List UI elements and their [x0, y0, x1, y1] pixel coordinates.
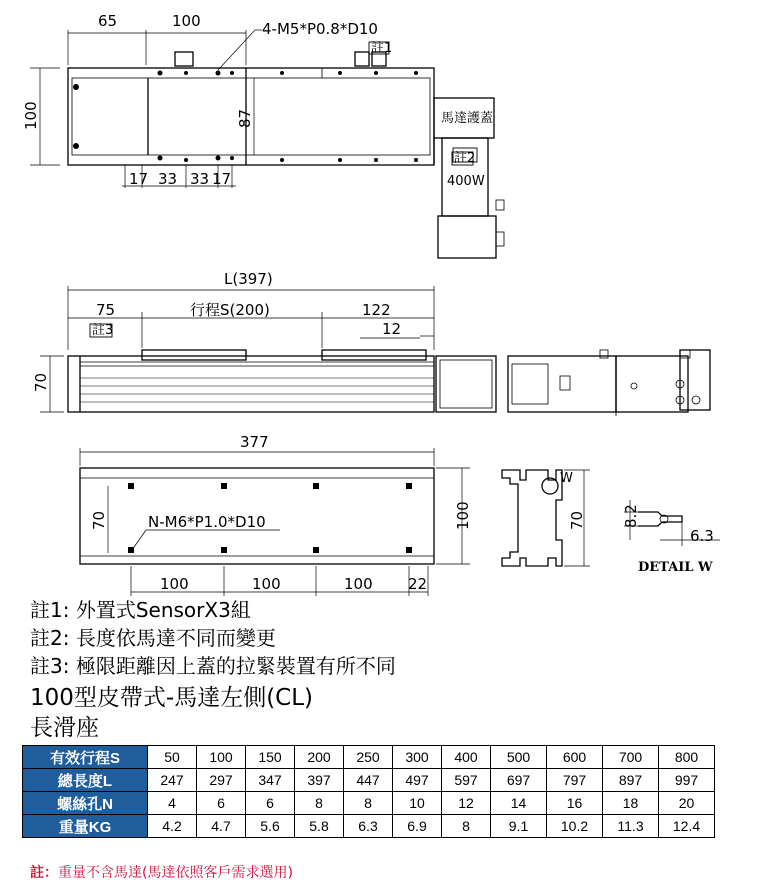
w-mark: W	[560, 471, 573, 486]
table-cell: 10	[393, 792, 442, 815]
table-cell: 700	[603, 746, 659, 769]
table-cell: 6.9	[393, 815, 442, 838]
table-cell: 4	[148, 792, 197, 815]
dim-100-bottom: 100	[454, 501, 472, 530]
dim-22: 22	[408, 575, 428, 593]
table-cell: 250	[344, 746, 393, 769]
dim-122: 122	[362, 301, 391, 319]
dim-12: 12	[382, 320, 402, 338]
footnote	[30, 862, 293, 882]
pitch-2: 100	[252, 575, 281, 593]
table-row	[23, 815, 715, 838]
note3-tag: 註3	[92, 323, 114, 338]
table-cell: 6	[197, 792, 246, 815]
footnote-prefix: 註：	[30, 865, 58, 881]
table-cell: 12.4	[659, 815, 715, 838]
table-cell: 5.8	[295, 815, 344, 838]
page-title: 100型皮帶式-馬達左側(CL)	[30, 685, 314, 711]
table-cell: 397	[295, 769, 344, 792]
table-cell: 247	[148, 769, 197, 792]
note-2: 註2: 長度依馬達不同而變更	[30, 626, 276, 650]
table-cell: 500	[491, 746, 547, 769]
bottom-view	[80, 448, 470, 596]
table-cell: 8	[295, 792, 344, 815]
table-cell: 897	[603, 769, 659, 792]
dim-stroke: 行程S(200)	[190, 301, 270, 319]
note1-tag: 註1	[371, 41, 393, 56]
table-cell: 797	[547, 769, 603, 792]
table-cell: 497	[393, 769, 442, 792]
dim-8-2: 8.2	[622, 504, 640, 528]
table-cell: 800	[659, 746, 715, 769]
table-cell: 50	[148, 746, 197, 769]
table-cell: 300	[393, 746, 442, 769]
table-cell: 8	[344, 792, 393, 815]
table-row	[23, 769, 715, 792]
table-cell: 5.6	[246, 815, 295, 838]
table-cell: 12	[442, 792, 491, 815]
top-view	[30, 30, 504, 258]
row-header: 螺絲孔N	[23, 792, 148, 815]
table-cell: 9.1	[491, 815, 547, 838]
table-cell: 100	[197, 746, 246, 769]
pitch-3: 100	[344, 575, 373, 593]
table-cell: 697	[491, 769, 547, 792]
table-cell: 4.7	[197, 815, 246, 838]
table-cell: 8	[442, 815, 491, 838]
table-cell: 10.2	[547, 815, 603, 838]
dim-70-section: 70	[568, 510, 586, 530]
row-header: 總長度L	[23, 769, 148, 792]
table-cell: 16	[547, 792, 603, 815]
table-cell: 400	[442, 746, 491, 769]
table-cell: 297	[197, 769, 246, 792]
dim-75: 75	[96, 301, 116, 319]
note-3: 註3: 極限距離因上蓋的拉緊裝置有所不同	[30, 654, 396, 678]
table-cell: 347	[246, 769, 295, 792]
pitch-1: 100	[160, 575, 189, 593]
dim-6-3: 6.3	[690, 527, 714, 545]
table-cell: 20	[659, 792, 715, 815]
dim-377: 377	[240, 433, 269, 451]
hole-callout-bottom: N-M6*P1.0*D10	[148, 513, 266, 531]
table-cell: 600	[547, 746, 603, 769]
table-cell: 597	[442, 769, 491, 792]
hole-callout-top: 4-M5*P0.8*D10	[262, 20, 378, 38]
row-header: 重量KG	[23, 815, 148, 838]
dim-total-length: L(397)	[224, 270, 273, 288]
table-cell: 11.3	[603, 815, 659, 838]
table-cell: 200	[295, 746, 344, 769]
table-cell: 14	[491, 792, 547, 815]
note2-tag: 註2	[454, 151, 476, 166]
row-header: 有效行程S	[23, 746, 148, 769]
dim-17-a: 17	[129, 170, 149, 188]
note-1: 註1: 外置式SensorX3組	[30, 598, 251, 622]
table-cell: 6.3	[344, 815, 393, 838]
detail-label: DETAIL W	[638, 560, 713, 575]
dim-70-side: 70	[32, 372, 50, 392]
table-cell: 18	[603, 792, 659, 815]
dim-70-bottom: 70	[90, 510, 108, 530]
table-cell: 997	[659, 769, 715, 792]
dim-17-b: 17	[212, 170, 232, 188]
dim-100-top: 100	[172, 12, 201, 30]
motor-cover-label: 馬達護蓋	[441, 111, 494, 126]
motor-power: 400W	[447, 174, 485, 189]
dim-33-b: 33	[190, 170, 210, 188]
table-cell: 447	[344, 769, 393, 792]
dim-33-a: 33	[158, 170, 178, 188]
section-view	[502, 470, 720, 566]
page-subtitle: 長滑座	[30, 715, 99, 741]
table-row	[23, 792, 715, 815]
dim-87: 87	[236, 108, 254, 128]
side-view-body	[68, 356, 434, 412]
dim-65: 65	[98, 12, 118, 30]
spec-table	[22, 745, 715, 838]
table-cell: 4.2	[148, 815, 197, 838]
footnote-text: 重量不含馬達(馬達依照客戶需求選用)	[58, 865, 293, 881]
table-cell: 150	[246, 746, 295, 769]
dim-100-height: 100	[22, 101, 40, 130]
table-cell: 6	[246, 792, 295, 815]
table-row	[23, 746, 715, 769]
